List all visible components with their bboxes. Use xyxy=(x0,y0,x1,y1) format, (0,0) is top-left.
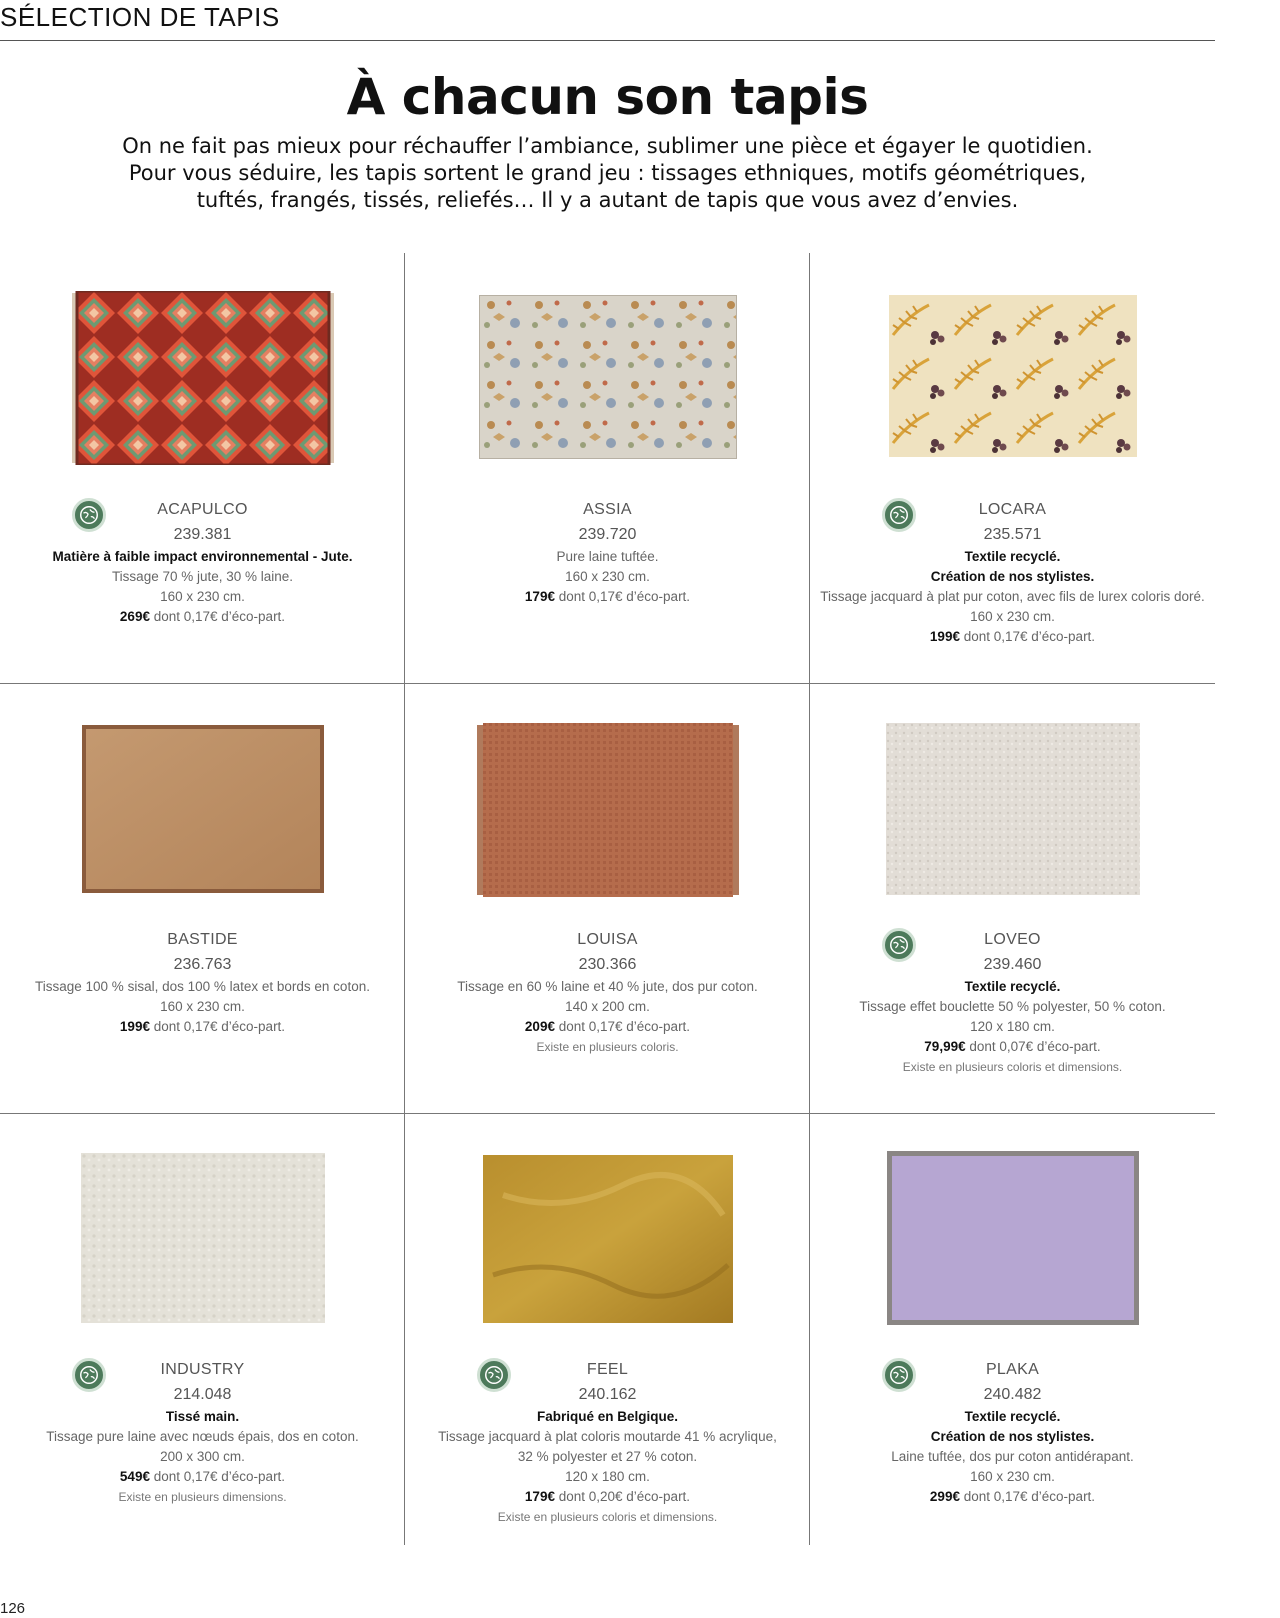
intro-line: tuftés, frangés, tissés, reliefés… Il y a autant de tapis que vous avez d’envies. xyxy=(196,188,1019,212)
product-dimensions: 140 x 200 cm. xyxy=(565,999,650,1014)
product-dimensions: 120 x 180 cm. xyxy=(970,1019,1055,1034)
product-description: Tissage jacquard à plat coloris moutarde 41 % acrylique, xyxy=(438,1429,777,1444)
product-card[interactable] xyxy=(405,253,810,683)
product-dimensions: 160 x 230 cm. xyxy=(565,569,650,584)
availability-note: Existe en plusieurs coloris. xyxy=(536,1040,679,1054)
rug-image-industry xyxy=(81,1153,325,1323)
product-price xyxy=(810,1037,1215,1057)
product-card[interactable] xyxy=(810,1113,1215,1543)
product-reference: 230.366 xyxy=(578,956,637,973)
price-value: 179€ xyxy=(524,1489,555,1504)
rug-image-assia xyxy=(479,295,737,459)
price-value: 209€ xyxy=(524,1019,555,1034)
section-title: SÉLECTION DE TAPIS xyxy=(0,2,280,32)
product-description: Tissage pure laine avec nœuds épais, dos en coton. xyxy=(46,1429,359,1444)
intro-line: Pour vous séduire, les tapis sortent le grand jeu : tissages ethniques, motifs géométriques, xyxy=(128,161,1087,185)
product-info xyxy=(810,498,1215,647)
price-value: 179€ xyxy=(524,589,555,604)
product-reference: 214.048 xyxy=(173,1386,232,1403)
product-info xyxy=(0,1358,405,1507)
product-highlight: Création de nos stylistes. xyxy=(930,569,1095,584)
product-dimensions: 120 x 180 cm. xyxy=(565,1469,650,1484)
rug-image-acapulco xyxy=(72,291,334,465)
product-description: Tissage effet bouclette 50 % polyester, 50 % coton. xyxy=(859,999,1166,1014)
product-card[interactable] xyxy=(405,1113,810,1543)
rug-image-locara xyxy=(889,295,1137,457)
product-price xyxy=(810,627,1215,647)
product-name: LOUISA xyxy=(577,931,638,948)
product-description: Tissage en 60 % laine et 40 % jute, dos pur coton. xyxy=(457,979,758,994)
product-description: 32 % polyester et 27 % coton. xyxy=(517,1449,698,1464)
intro-text xyxy=(0,133,1215,214)
product-info xyxy=(405,498,810,607)
product-price xyxy=(405,1017,810,1037)
price-value: 199€ xyxy=(119,1019,150,1034)
product-description: Tissage 100 % sisal, dos 100 % latex et bords en coton. xyxy=(35,979,370,994)
product-dimensions: 160 x 230 cm. xyxy=(970,1469,1055,1484)
rug-image-plaka xyxy=(887,1151,1139,1325)
eco-part: dont 0,17€ d’éco-part. xyxy=(959,629,1096,644)
product-price xyxy=(405,587,810,607)
eco-part: dont 0,17€ d’éco-part. xyxy=(554,1019,691,1034)
product-price xyxy=(0,1017,405,1037)
product-highlight: Textile recyclé. xyxy=(964,1409,1061,1424)
product-dimensions: 160 x 230 cm. xyxy=(160,589,245,604)
price-value: 299€ xyxy=(929,1489,960,1504)
intro-line: On ne fait pas mieux pour réchauffer l’ambiance, sublimer une pièce et égayer le quotidien. xyxy=(122,134,1093,158)
product-highlight: Tissé main. xyxy=(165,1409,240,1424)
product-description: Pure laine tuftée. xyxy=(556,549,659,564)
product-name: BASTIDE xyxy=(167,931,238,948)
product-info xyxy=(810,1358,1215,1507)
product-info xyxy=(405,928,810,1057)
product-reference: 240.162 xyxy=(578,1386,637,1403)
product-highlight: Textile recyclé. xyxy=(964,549,1061,564)
eco-part: dont 0,17€ d’éco-part. xyxy=(149,609,286,624)
price-value: 79,99€ xyxy=(924,1039,966,1054)
product-reference: 239.720 xyxy=(578,526,637,543)
product-highlight: Textile recyclé. xyxy=(964,979,1061,994)
page-title: À chacun son tapis xyxy=(346,68,869,126)
product-price xyxy=(0,1467,405,1487)
product-name: ASSIA xyxy=(583,501,632,518)
rug-image-bastide xyxy=(82,725,324,893)
availability-note: Existe en plusieurs dimensions. xyxy=(118,1490,287,1504)
product-dimensions: 200 x 300 cm. xyxy=(160,1449,245,1464)
eco-part: dont 0,07€ d’éco-part. xyxy=(965,1039,1101,1054)
product-dimensions: 160 x 230 cm. xyxy=(160,999,245,1014)
product-reference: 235.571 xyxy=(983,526,1042,543)
product-name: PLAKA xyxy=(985,1361,1040,1378)
product-name: INDUSTRY xyxy=(160,1361,245,1378)
product-highlight: Création de nos stylistes. xyxy=(930,1429,1095,1444)
header-divider xyxy=(0,40,1215,41)
price-value: 199€ xyxy=(929,629,960,644)
product-name: LOVEO xyxy=(984,931,1041,948)
price-value: 269€ xyxy=(119,609,150,624)
availability-note: Existe en plusieurs coloris et dimensions. xyxy=(902,1060,1123,1074)
product-info xyxy=(405,1358,810,1527)
product-card[interactable] xyxy=(0,253,405,683)
product-highlight: Fabriqué en Belgique. xyxy=(536,1409,679,1424)
product-reference: 239.381 xyxy=(173,526,232,543)
eco-part: dont 0,17€ d’éco-part. xyxy=(149,1469,286,1484)
product-info xyxy=(0,928,405,1037)
product-info xyxy=(0,498,405,627)
product-name: FEEL xyxy=(586,1361,629,1378)
product-dimensions: 160 x 230 cm. xyxy=(970,609,1055,624)
product-description: Laine tuftée, dos pur coton antidérapant. xyxy=(891,1449,1134,1464)
product-card[interactable] xyxy=(0,683,405,1113)
product-name: LOCARA xyxy=(978,501,1047,518)
product-reference: 236.763 xyxy=(173,956,232,973)
product-description: Tissage 70 % jute, 30 % laine. xyxy=(111,569,294,584)
eco-part: dont 0,17€ d’éco-part. xyxy=(959,1489,1096,1504)
product-highlight: Matière à faible impact environnemental - Jute. xyxy=(52,549,353,564)
availability-note: Existe en plusieurs coloris et dimensions. xyxy=(497,1510,718,1524)
product-reference: 240.482 xyxy=(983,1386,1042,1403)
rug-image-feel xyxy=(483,1155,733,1323)
price-value: 549€ xyxy=(119,1469,150,1484)
product-card[interactable] xyxy=(810,683,1215,1113)
product-card[interactable] xyxy=(405,683,810,1113)
product-name: ACAPULCO xyxy=(157,501,248,518)
product-description: Tissage jacquard à plat pur coton, avec fils de lurex coloris doré. xyxy=(820,589,1205,604)
product-price xyxy=(0,607,405,627)
rug-image-louisa xyxy=(477,723,739,897)
product-grid xyxy=(0,253,1215,1545)
eco-part: dont 0,17€ d’éco-part. xyxy=(149,1019,286,1034)
product-card[interactable] xyxy=(810,253,1215,683)
product-info xyxy=(810,928,1215,1077)
product-price xyxy=(810,1487,1215,1507)
page-number: 126 xyxy=(0,1600,26,1617)
product-reference: 239.460 xyxy=(983,956,1042,973)
product-price xyxy=(405,1487,810,1507)
product-card[interactable] xyxy=(0,1113,405,1543)
eco-part: dont 0,17€ d’éco-part. xyxy=(554,589,691,604)
eco-part: dont 0,20€ d’éco-part. xyxy=(554,1489,691,1504)
rug-image-loveo xyxy=(886,723,1140,895)
